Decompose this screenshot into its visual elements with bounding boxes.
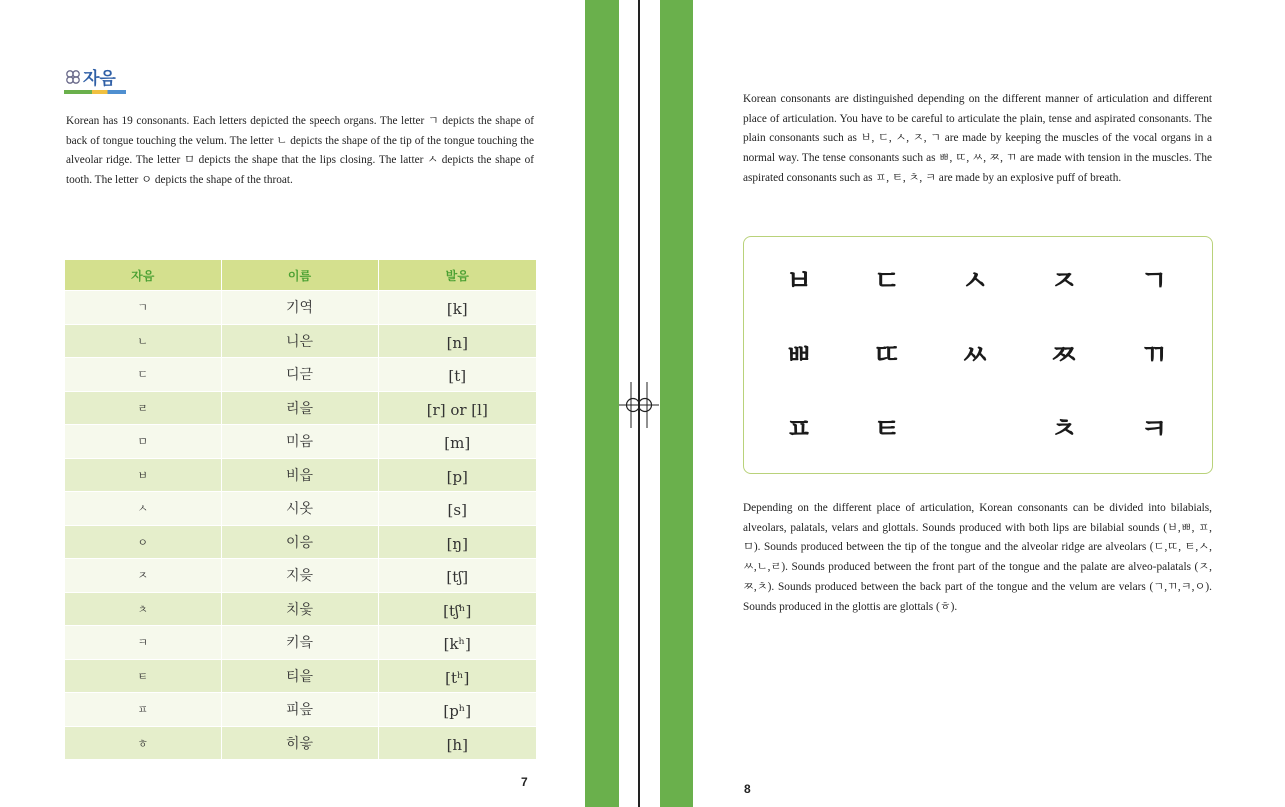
grid-consonant: ㅊ bbox=[1050, 412, 1078, 445]
table-row bbox=[65, 425, 536, 459]
pronunciation-cell: [s] bbox=[378, 492, 536, 526]
grid-consonant: ㅃ bbox=[785, 338, 813, 371]
grid-consonant: ㅉ bbox=[1050, 338, 1078, 371]
consonant-table bbox=[65, 260, 536, 759]
header-name: 이름 bbox=[221, 260, 378, 291]
consonant-cell: ㄱ bbox=[65, 291, 221, 325]
pronunciation-cell: [tʃʰ] bbox=[378, 592, 536, 626]
name-cell: 기역 bbox=[221, 291, 378, 325]
consonant-cell: ㅊ bbox=[65, 592, 221, 626]
consonant-cell: ㅅ bbox=[65, 492, 221, 526]
table-row bbox=[65, 391, 536, 425]
gutter-bar bbox=[660, 0, 693, 807]
place-paragraph: Depending on the different place of articulation, Korean consonants can be divided into bilabials, alveolars, palatals, velars and glottals. Sounds produced with both lips are bilabial sounds (ㅂ,ㅃ, ㅍ,ㅁ). Sounds produced between the tip of the tongue and the alveolar ridge are alveolars (ㄷ,ㄸ, ㅌ,ㅅ,ㅆ,ㄴ,ㄹ). Sounds produced between the front part of the tongue and the palate are alveo-palatals (ㅈ,ㅉ,ㅊ). Sounds produced between the back part of the tongue and the velum are velars (ㄱ,ㄲ,ㅋ,ㅇ). Sounds produced in the glottis are glottals (ㅎ). bbox=[743, 502, 1212, 613]
section-title: 자음 bbox=[83, 69, 116, 89]
table-row bbox=[65, 626, 536, 660]
left-page bbox=[0, 0, 585, 807]
grid-consonant: ㅆ bbox=[961, 338, 989, 371]
consonant-cell: ㄹ bbox=[65, 391, 221, 425]
grid-consonant: ㅍ bbox=[785, 412, 813, 445]
consonant-cell: ㄴ bbox=[65, 324, 221, 358]
pronunciation-cell: [tʃ] bbox=[378, 559, 536, 593]
table-row bbox=[65, 659, 536, 693]
pronunciation-cell: [pʰ] bbox=[378, 693, 536, 727]
name-cell: 피읖 bbox=[221, 693, 378, 727]
header-pronunciation: 발음 bbox=[378, 260, 536, 291]
header-consonant: 자음 bbox=[65, 260, 221, 291]
name-cell: 티읕 bbox=[221, 659, 378, 693]
page-number: 8 bbox=[744, 782, 751, 796]
grid-consonant: ㅌ bbox=[873, 412, 901, 445]
intro-paragraph: Korean has 19 consonants. Each letters depicted the speech organs. The letter ㄱ depicts the shape of back of tongue touching the velum. The letter ㄴ depicts the shape of the tip of the tongue touching the alveolar ridge. The letter ㅁ depicts the shape that the lips closing. The latter ㅅ depicts the shape of tooth. The letter ㅇ depicts the shape of the throat. bbox=[66, 115, 534, 187]
table-row bbox=[65, 324, 536, 358]
grid-consonant: ㄷ bbox=[873, 264, 901, 297]
name-cell: 미음 bbox=[221, 425, 378, 459]
name-cell: 니은 bbox=[221, 324, 378, 358]
name-cell: 비읍 bbox=[221, 458, 378, 492]
consonant-cell: ㅇ bbox=[65, 525, 221, 559]
consonant-cell: ㅍ bbox=[65, 693, 221, 727]
pronunciation-cell: [p] bbox=[378, 458, 536, 492]
consonant-cell: ㅌ bbox=[65, 659, 221, 693]
name-cell: 치읓 bbox=[221, 592, 378, 626]
name-cell: 디귿 bbox=[221, 358, 378, 392]
grid-consonant: ㅅ bbox=[961, 264, 989, 297]
title-underline bbox=[64, 90, 126, 94]
table-row bbox=[65, 559, 536, 593]
consonant-cell: ㅋ bbox=[65, 626, 221, 660]
consonant-grid bbox=[743, 236, 1213, 474]
consonant-cell: ㅈ bbox=[65, 559, 221, 593]
flower-icon bbox=[66, 70, 80, 84]
grid-consonant: ㅈ bbox=[1050, 264, 1078, 297]
grid-consonant: ㄸ bbox=[873, 338, 901, 371]
pronunciation-cell: [h] bbox=[378, 726, 536, 759]
pronunciation-cell: [ŋ] bbox=[378, 525, 536, 559]
manner-paragraph: Korean consonants are distinguished depending on the different manner of articulation and different place of articulation. You have to be careful to articulate the plain, tense and aspirated consonants. The plain consonants such as ㅂ, ㄷ, ㅅ, ㅈ, ㄱ are made by keeping the muscles of the vocal organs in a normal way. The tense consonants such as ㅃ, ㄸ, ㅆ, ㅉ, ㄲ are made with tension in the muscles. The aspirated consonants such as ㅍ, ㅌ, ㅊ, ㅋ are made by an explosive puff of breath. bbox=[743, 93, 1212, 184]
name-cell: 리을 bbox=[221, 391, 378, 425]
table-row bbox=[65, 592, 536, 626]
table-row bbox=[65, 726, 536, 759]
consonant-cell: ㅎ bbox=[65, 726, 221, 759]
grid-consonant: ㅋ bbox=[1140, 412, 1168, 445]
pronunciation-cell: [n] bbox=[378, 324, 536, 358]
table-header-row bbox=[65, 260, 536, 291]
table-row bbox=[65, 693, 536, 727]
right-page bbox=[693, 0, 1285, 807]
gutter-bar bbox=[585, 0, 619, 807]
pronunciation-cell: [kʰ] bbox=[378, 626, 536, 660]
registration-mark-icon bbox=[619, 382, 659, 428]
grid-consonant: ㅂ bbox=[785, 264, 813, 297]
table-row bbox=[65, 358, 536, 392]
grid-consonant bbox=[945, 409, 1005, 449]
name-cell: 히읗 bbox=[221, 726, 378, 759]
pronunciation-cell: [r] or [l] bbox=[378, 391, 536, 425]
name-cell: 이응 bbox=[221, 525, 378, 559]
pronunciation-cell: [k] bbox=[378, 291, 536, 325]
pronunciation-cell: [tʰ] bbox=[378, 659, 536, 693]
page-number: 7 bbox=[521, 775, 528, 789]
pronunciation-cell: [m] bbox=[378, 425, 536, 459]
grid-consonant: ㄲ bbox=[1140, 338, 1168, 371]
pronunciation-cell: [t] bbox=[378, 358, 536, 392]
name-cell: 키읔 bbox=[221, 626, 378, 660]
table-body bbox=[65, 291, 536, 760]
name-cell: 지읒 bbox=[221, 559, 378, 593]
table-row bbox=[65, 458, 536, 492]
table-row bbox=[65, 291, 536, 325]
table-row bbox=[65, 492, 536, 526]
name-cell: 시옷 bbox=[221, 492, 378, 526]
consonant-cell: ㅂ bbox=[65, 458, 221, 492]
consonant-cell: ㅁ bbox=[65, 425, 221, 459]
grid-consonant: ㄱ bbox=[1140, 264, 1168, 297]
consonant-cell: ㄷ bbox=[65, 358, 221, 392]
table-row bbox=[65, 525, 536, 559]
